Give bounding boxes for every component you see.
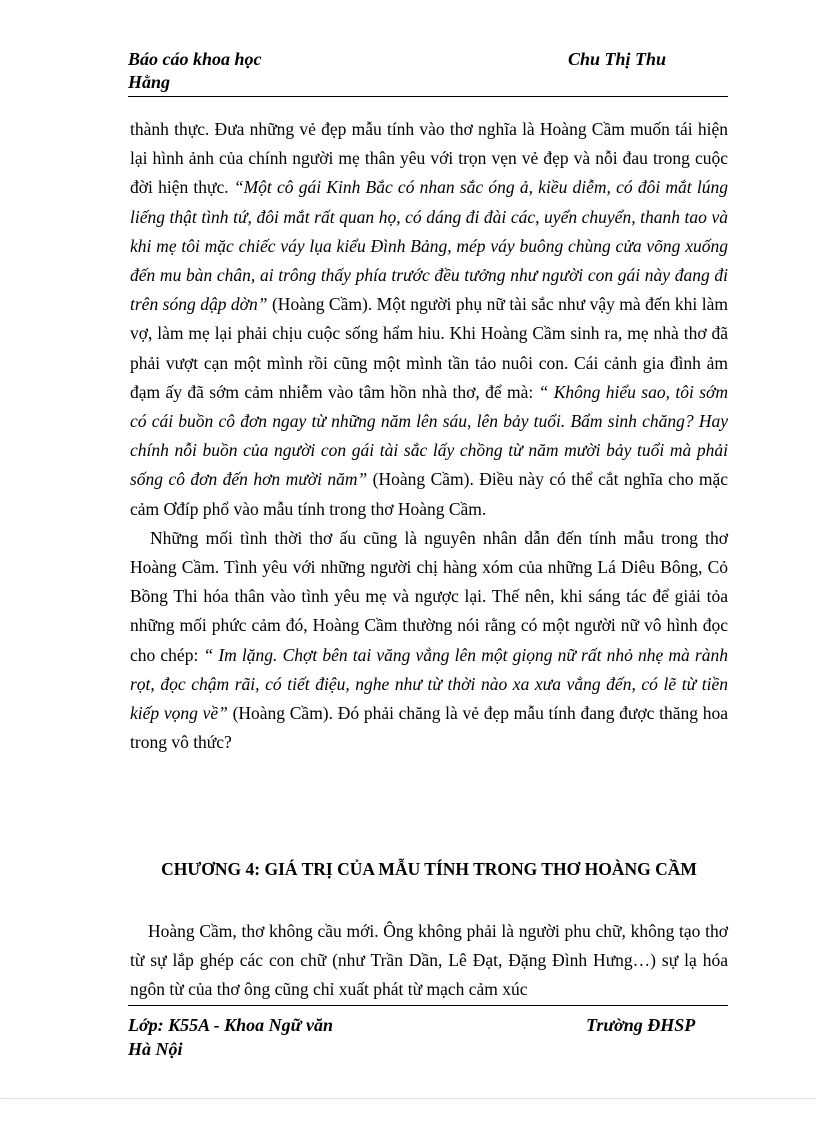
main-text-continued (130, 917, 728, 1005)
page-header (128, 48, 728, 97)
paragraph-3: Hoàng Cầm, thơ không cầu mới. Ông không phải là người phu chữ, không tạo thơ từ sự lắp ghép các con chữ (như Trần Dần, Lê Đạt, Đặng Đình Hưng…) sự lạ hóa ngôn từ của thơ ông cũng chỉ xuất phát từ mạch cảm xúc (130, 921, 728, 1000)
main-text (130, 115, 728, 757)
header-report-title: Báo cáo khoa học (128, 49, 262, 69)
paragraph-2-text-b: (Hoàng Cầm). Đó phải chăng là vẻ đẹp mẫu tính đang được thăng hoa trong vô thức? (130, 703, 728, 753)
page-footer (128, 1005, 728, 1060)
page-break-line (0, 1098, 816, 1099)
header-author-name-continued: Hằng (128, 72, 171, 92)
paragraph-1-quote-1: “Một cô gái Kinh Bắc có nhan sắc óng ả, kiều diễm, có đôi mắt lúng liếng thật tình tứ, đôi mắt rất quan họ, có dáng đi đài các, uyển chuyển, thanh tao và khi mẹ tôi mặc chiếc váy lụa kiểu Đình Bảng, mép váy buông chùng cửa võng xuống đến mu bàn chân, ai trông thấy phía trước đều tưởng như người con gái này đang đi trên sóng dập dờn” (130, 177, 728, 315)
footer-school-name: Trường ĐHSP (586, 1015, 696, 1035)
header-author-name: Chu Thị Thu (568, 49, 667, 69)
chapter-heading: CHƯƠNG 4: GIÁ TRỊ CỦA MẪU TÍNH TRONG THƠ HOÀNG CẦM (161, 859, 697, 879)
footer-class-info: Lớp: K55A - Khoa Ngữ văn (128, 1015, 333, 1035)
paragraph-1 (130, 115, 728, 524)
paragraph-1-text-c: (Hoàng Cầm). Điều này có thể cắt nghĩa cho mặc cảm Ơđíp phổ vào mẫu tính trong thơ Hoàng Cầm. (130, 469, 729, 519)
paragraph-1-text-b: (Hoàng Cầm). Một người phụ nữ tài sắc như vậy mà đến khi làm vợ, làm mẹ lại phải chịu cuộc sống hẩm hiu. Khi Hoàng Cầm sinh ra, mẹ nhà thơ đã phải vượt cạn một mình rồi cũng một mình tần tảo nuôi con. Cái cảnh gia đình ảm đạm ấy đã sớm cảm nhiễm vào tâm hồn nhà thơ, để mà: (130, 294, 728, 402)
paragraph-1-quote-2: “ Không hiểu sao, tôi sớm có cái buồn cô đơn ngay từ những năm lên sáu, lên bảy tuổi. Bẩm sinh chăng? Hay chính nỗi buồn của người con gái tài sắc lấy chồng từ năm mười bảy tuổi mà phải sống cô đơn đến hơn mười năm” (130, 381, 728, 490)
paragraph-2-text-a: Những mối tình thời thơ ấu cũng là nguyên nhân dẫn đến tính mẫu trong thơ Hoàng Cầm. Tình yêu với những người chị hàng xóm của những Lá Diêu Bông, Cỏ Bồng Thi hóa thân vào tình yêu mẹ và ngược lại. Thế nên, khi sáng tác để giải tỏa những mối phức cảm đó, Hoàng Cầm thường nói rằng có một người nữ vô hình đọc cho chép: (130, 527, 728, 665)
paragraph-2-quote: “ Im lặng. Chợt bên tai văng vẳng lên một giọng nữ rất nhỏ nhẹ mà rành rọt, đọc chậm rãi, có tiết điệu, nghe như từ thời nào xa xưa vẳng đến, có lẽ từ tiền kiếp vọng về” (130, 644, 728, 724)
footer-school-location: Hà Nội (128, 1039, 183, 1059)
paragraph-1-text-a: thành thực. Đưa những vẻ đẹp mẫu tính vào thơ nghĩa là Hoàng Cầm muốn tái hiện lại hình ảnh của chính người mẹ thân yêu với trọn vẹn vẻ đẹp và nỗi đau trong cuộc đời hiện thực. (130, 119, 728, 198)
paragraph-2 (130, 524, 728, 758)
